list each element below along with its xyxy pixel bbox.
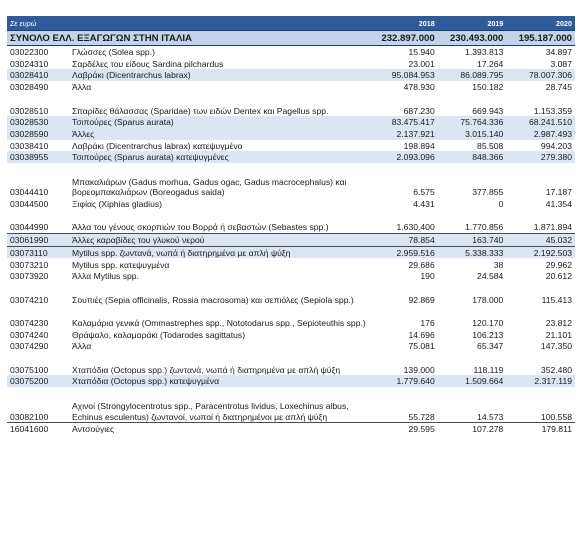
product-code: 03074230 bbox=[10, 318, 49, 328]
value-2020: 2.317.119 bbox=[506, 375, 575, 387]
value-2019: 118.119 bbox=[473, 364, 504, 375]
product-description: Καλαμάρια γενικά (Ommastrephes spp., Nototodarus spp., Sepioteuthis spp.) bbox=[72, 318, 366, 328]
value-2018: 687.230 bbox=[403, 105, 435, 116]
value-2020: 2.192.503 bbox=[506, 246, 575, 258]
value-2020: 29.962 bbox=[545, 259, 572, 270]
value-2020: 45.032 bbox=[506, 234, 575, 247]
value-2019: 3.015.140 bbox=[438, 128, 507, 140]
table-row bbox=[7, 128, 575, 140]
value-2019: 65.347 bbox=[477, 341, 504, 352]
value-2018: 15.940 bbox=[408, 47, 435, 58]
product-description: Ξιφίας (Xiphias gladius) bbox=[72, 199, 163, 210]
product-description: Άλλα Mytilus spp. bbox=[72, 271, 139, 282]
value-2020: 147.350 bbox=[540, 341, 572, 352]
table-row bbox=[7, 69, 575, 81]
value-2019: 178.000 bbox=[472, 294, 504, 305]
value-2019: 75.764.336 bbox=[438, 116, 507, 128]
total-2020: 195.187.000 bbox=[506, 31, 575, 46]
product-description: Άλλα bbox=[72, 82, 92, 93]
table-row bbox=[7, 140, 575, 152]
product-code: 03024310 bbox=[10, 58, 49, 69]
product-description: Τσιπούρες (Sparus aurata) κατεψυγμένες bbox=[69, 151, 369, 163]
product-description: Mytilus spp. κατεψυγμένα bbox=[72, 259, 170, 270]
value-2018: 78.854 bbox=[369, 234, 438, 247]
product-description: Αντσούγιες bbox=[69, 423, 369, 435]
value-2019: 106.213 bbox=[472, 329, 504, 340]
value-2019: 85.508 bbox=[477, 140, 504, 151]
product-description: Θράψαλο, καλαμαράκι (Todarodes sagittatus) bbox=[72, 329, 246, 340]
table-row bbox=[7, 340, 575, 352]
value-2020: 994.203 bbox=[540, 140, 572, 151]
table-row bbox=[7, 375, 575, 387]
exports-table bbox=[7, 16, 575, 435]
value-2020: 1.153.359 bbox=[533, 105, 572, 116]
product-code: 03022300 bbox=[10, 47, 49, 58]
product-code: 03044990 bbox=[10, 222, 49, 233]
value-2018: 139.000 bbox=[403, 364, 435, 375]
value-2018: 23.001 bbox=[408, 58, 435, 69]
product-description: Σαρδέλες του είδους Sardina pilchardus bbox=[72, 58, 224, 69]
product-code: 03038955 bbox=[7, 151, 69, 163]
value-2018: 1.779.640 bbox=[369, 375, 438, 387]
value-2018: 95.084.953 bbox=[369, 69, 438, 81]
value-2019: 5.338.333 bbox=[438, 246, 507, 258]
value-2020: 2.987.493 bbox=[506, 128, 575, 140]
product-description: Μπακαλιάρων (Gadus morhua, Gadus ogac, Gadus macrocephalus) και βορεομπακαλιάρων (Boreogadus saida) bbox=[72, 176, 347, 198]
value-2018: 1.630.400 bbox=[396, 222, 435, 233]
product-description: Άλλες καραβίδες του γλυκού νερού bbox=[69, 234, 369, 247]
value-2019: 120.170 bbox=[472, 318, 504, 328]
value-2019: 14.573 bbox=[477, 411, 504, 422]
product-code: 03073210 bbox=[10, 259, 49, 270]
value-2018: 2.093.096 bbox=[369, 151, 438, 163]
product-code: 03074240 bbox=[10, 329, 49, 340]
table-row bbox=[7, 210, 575, 234]
value-2018: 29.686 bbox=[408, 259, 435, 270]
value-2020: 41.354 bbox=[545, 199, 572, 210]
product-code: 03073110 bbox=[7, 246, 69, 258]
table-row bbox=[7, 116, 575, 128]
value-2020: 3.087 bbox=[550, 58, 572, 69]
value-2018: 29.595 bbox=[369, 423, 438, 435]
value-2019: 163.740 bbox=[438, 234, 507, 247]
product-description: Τσιπούρες (Sparus aurata) bbox=[69, 116, 369, 128]
product-description: Λαβράκι (Dicentrarchus labrax) bbox=[69, 69, 369, 81]
value-2020: 20.612 bbox=[545, 271, 572, 282]
product-code: 03028490 bbox=[10, 82, 49, 93]
product-code: 03061990 bbox=[7, 234, 69, 247]
value-2020: 179.811 bbox=[506, 423, 575, 435]
product-code: 16041600 bbox=[7, 423, 69, 435]
table-row bbox=[7, 163, 575, 198]
table-row bbox=[7, 246, 575, 258]
product-description: Σουπιές (Sepia officinalis, Rossia macrosoma) και σεπιόλες (Sepiola spp.) bbox=[72, 294, 354, 305]
total-2018: 232.897.000 bbox=[369, 31, 438, 46]
total-label: ΣΥΝΟΛΟ ΕΛΛ. ΕΞΑΓΩΓΩΝ ΣΤΗΝ ΙΤΑΛΙΑ bbox=[7, 31, 369, 46]
value-2019: 38 bbox=[493, 259, 504, 270]
product-description: Σπαρίδες θάλασσας (Sparidae) των ειδών Dentex και Pagellus spp. bbox=[72, 105, 329, 116]
value-2018: 83.475.417 bbox=[369, 116, 438, 128]
value-2019: 86.089.795 bbox=[438, 69, 507, 81]
value-2020: 78.007.306 bbox=[506, 69, 575, 81]
value-2019: 1.393.813 bbox=[465, 47, 504, 58]
table-row bbox=[7, 387, 575, 423]
value-2020: 1.871.894 bbox=[533, 222, 572, 233]
value-2020: 68.241.510 bbox=[506, 116, 575, 128]
value-2018: 198.894 bbox=[403, 140, 435, 151]
table-row bbox=[7, 81, 575, 93]
product-code: 03075100 bbox=[10, 364, 49, 375]
table-row bbox=[7, 151, 575, 163]
value-2020: 21.101 bbox=[545, 329, 572, 340]
value-2019: 17.264 bbox=[477, 58, 504, 69]
value-2020: 352.480 bbox=[540, 364, 572, 375]
table-header-row bbox=[7, 16, 575, 31]
table-row bbox=[7, 258, 575, 270]
value-2020: 279.380 bbox=[506, 151, 575, 163]
value-2018: 2.959.516 bbox=[369, 246, 438, 258]
table-row bbox=[7, 234, 575, 247]
value-2020: 28.745 bbox=[545, 82, 572, 93]
product-code: 03044500 bbox=[10, 199, 49, 210]
year-2020-header: 2020 bbox=[506, 16, 575, 31]
value-2019: 848.366 bbox=[438, 151, 507, 163]
product-description: Mytilus spp. ζωντανά, νωπά ή διατηρημένα με απλή ψύξη bbox=[69, 246, 369, 258]
product-code: 03028410 bbox=[7, 69, 69, 81]
table-row bbox=[7, 423, 575, 435]
product-code: 03038410 bbox=[10, 140, 49, 151]
product-description: Γλώσσες (Solea spp.) bbox=[72, 47, 155, 58]
value-2019: 669.943 bbox=[472, 105, 504, 116]
table-row bbox=[7, 329, 575, 341]
year-2018-header: 2018 bbox=[369, 16, 438, 31]
value-2020: 100.558 bbox=[540, 411, 572, 422]
total-row bbox=[7, 31, 575, 46]
value-2018: 75.081 bbox=[408, 341, 435, 352]
value-2018: 4.431 bbox=[413, 199, 435, 210]
value-2020: 23.812 bbox=[545, 318, 572, 328]
value-2019: 1.770.856 bbox=[465, 222, 504, 233]
product-code: 03082100 bbox=[10, 411, 49, 422]
value-2019: 150.182 bbox=[472, 82, 504, 93]
value-2019: 0 bbox=[498, 199, 504, 210]
value-2020: 34.897 bbox=[545, 47, 572, 58]
product-description: Άλλα του γένους σκορπιών του Βορρά ή σεβαστών (Sebastes spp.) bbox=[72, 222, 329, 233]
table-row bbox=[7, 58, 575, 70]
product-code: 03074290 bbox=[10, 341, 49, 352]
product-description: Αχινοί (Strongylocentrotus spp., Paracentrotus lividus, Loxechinus albus, Echinus esculentus) ζωντανοί, νωποί ή διατηρημένοι με απλή ψύξη bbox=[72, 400, 349, 422]
unit-label: Σε ευρώ bbox=[7, 16, 369, 31]
value-2018: 176 bbox=[420, 318, 435, 328]
table-row bbox=[7, 46, 575, 58]
value-2019: 24.584 bbox=[477, 271, 504, 282]
value-2020: 115.413 bbox=[541, 294, 572, 305]
product-code: 03028510 bbox=[10, 105, 49, 116]
product-code: 03073920 bbox=[10, 271, 49, 282]
table-row bbox=[7, 282, 575, 305]
product-code: 03028590 bbox=[7, 128, 69, 140]
value-2018: 55.728 bbox=[408, 411, 435, 422]
export-table-container bbox=[7, 16, 575, 435]
value-2019: 377.855 bbox=[472, 187, 504, 198]
product-description: Χταπόδια (Octopus spp.) κατεψυγμένα bbox=[69, 375, 369, 387]
table-row bbox=[7, 270, 575, 282]
value-2018: 14.696 bbox=[408, 329, 435, 340]
table-row bbox=[7, 305, 575, 328]
value-2019: 107.278 bbox=[438, 423, 507, 435]
product-description: Άλλες bbox=[69, 128, 369, 140]
table-row bbox=[7, 93, 575, 116]
total-2019: 230.493.000 bbox=[438, 31, 507, 46]
value-2018: 478.930 bbox=[403, 82, 435, 93]
value-2018: 2.137.921 bbox=[369, 128, 438, 140]
value-2018: 92.869 bbox=[408, 294, 435, 305]
value-2018: 190 bbox=[420, 271, 435, 282]
product-code: 03075200 bbox=[7, 375, 69, 387]
table-row bbox=[7, 352, 575, 375]
product-code: 03028530 bbox=[7, 116, 69, 128]
value-2020: 17.187 bbox=[545, 187, 572, 198]
value-2019: 1.509.664 bbox=[438, 375, 507, 387]
table-row bbox=[7, 198, 575, 210]
product-description: Χταπόδια (Octopus spp.) ζωντανά, νωπά ή διατηρημένα με απλή ψύξη bbox=[72, 364, 341, 375]
product-code: 03074210 bbox=[10, 294, 49, 305]
year-2019-header: 2019 bbox=[438, 16, 507, 31]
product-description: Άλλα bbox=[72, 341, 92, 352]
value-2018: 6.575 bbox=[413, 187, 435, 198]
product-description: Λαβράκι (Dicentrarchus labrax) κατεψυγμένο bbox=[72, 140, 243, 151]
product-code: 03044410 bbox=[10, 187, 49, 198]
